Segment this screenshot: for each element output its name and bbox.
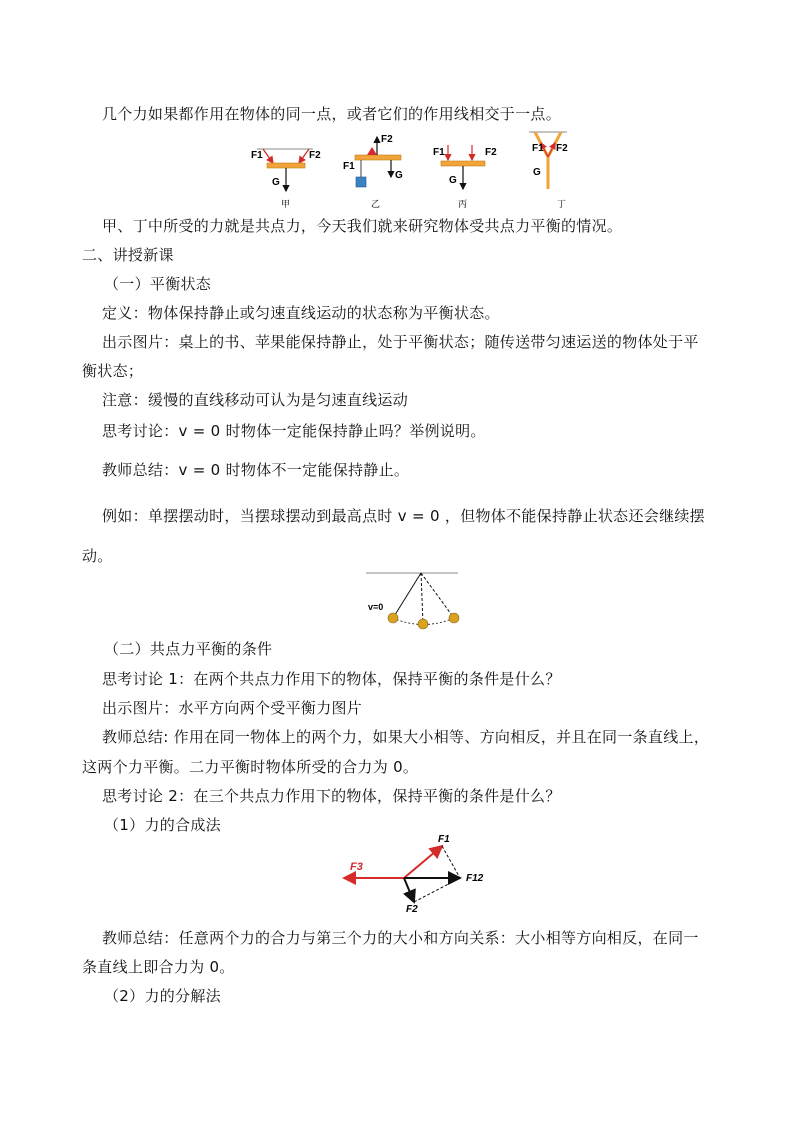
paragraph-after-figure: 甲、丁中所受的力就是共点力，今天我们就来研究物体受共点力平衡的情况。 (102, 217, 623, 235)
label-f2: F2 (406, 904, 418, 914)
note-paragraph: 注意：缓慢的直线移动可认为是匀速直线运动 (102, 391, 409, 409)
panel-bing (433, 145, 497, 209)
yi-caption: 乙 (371, 199, 381, 209)
bing-label-f2: F2 (485, 147, 497, 158)
teacher-summary-2-line-2: 这两个力平衡。二力平衡时物体所受的合力为 0。 (82, 758, 419, 776)
subsection-heading-1: （一）平衡状态 (104, 275, 212, 293)
yi-label-g: G (395, 170, 403, 181)
teacher-summary-2-line-1: 教师总结: 作用在同一物体上的两个力，如果大小相等、方向相反，并且在同一条直线上， (102, 728, 710, 746)
ding-label-f1: F1 (532, 143, 544, 154)
panel-jia (251, 149, 321, 209)
label-f12: F12 (466, 873, 484, 884)
jia-label-g: G (272, 177, 280, 188)
force-composition-figure (336, 830, 496, 914)
jia-label-f2: F2 (309, 150, 321, 161)
think-discussion-2: 思考讨论 1：在两个共点力作用下的物体，保持平衡的条件是什么？ (102, 670, 561, 688)
teacher-summary-3-line-1: 教师总结：任意两个力的合力与第三个力的大小和方向关系：大小相等方向相反，在同一 (102, 929, 699, 947)
label-f3: F3 (350, 861, 363, 873)
think-discussion-3: 思考讨论 2：在三个共点力作用下的物体，保持平衡的条件是什么？ (102, 787, 561, 805)
method-composition: （1）力的合成法 (104, 816, 221, 834)
ding-label-g: G (533, 167, 541, 178)
section-heading-2: 二、讲授新课 (82, 246, 174, 264)
yi-label-f1: F1 (343, 161, 355, 172)
yi-label-f2: F2 (381, 134, 393, 145)
bing-label-f1: F1 (433, 147, 445, 158)
pendulum-v0-label: v=0 (368, 602, 384, 612)
panel-yi (343, 134, 403, 209)
example-line-1: 例如：单摆摆动时，当摆球摆动到最高点时 v = 0 ，但物体不能保持静止状态还会继续摆 (102, 507, 705, 525)
subsection-heading-2: （二）共点力平衡的条件 (104, 640, 273, 658)
panel-ding (529, 132, 568, 209)
jia-caption: 甲 (281, 199, 291, 209)
bing-label-g: G (449, 175, 457, 186)
definition-paragraph: 定义：物体保持静止或匀速直线运动的状态称为平衡状态。 (102, 304, 500, 322)
show-picture-2: 出示图片：水平方向两个受平衡力图片 (102, 699, 363, 717)
concurrent-forces-figure (245, 131, 585, 211)
example-line-2: 动。 (82, 547, 113, 565)
pendulum-figure (366, 568, 462, 632)
label-f1: F1 (438, 834, 450, 845)
think-discussion-1: 思考讨论：v = 0 时物体一定能保持静止吗？举例说明。 (102, 422, 486, 440)
show-picture-line-1: 出示图片：桌上的书、苹果能保持静止，处于平衡状态；随传送带匀速运送的物体处于平 (102, 333, 699, 351)
method-decomposition: （2）力的分解法 (104, 987, 221, 1005)
jia-label-f1: F1 (251, 150, 263, 161)
intro-paragraph: 几个力如果都作用在物体的同一点，或者它们的作用线相交于一点。 (102, 105, 562, 123)
bing-caption: 丙 (458, 199, 468, 209)
show-picture-line-2: 衡状态； (82, 362, 144, 380)
teacher-summary-1: 教师总结：v = 0 时物体不一定能保持静止。 (102, 461, 410, 479)
ding-label-f2: F2 (556, 143, 568, 154)
ding-caption: 丁 (557, 199, 567, 209)
teacher-summary-3-line-2: 条直线上即合力为 0。 (82, 958, 235, 976)
